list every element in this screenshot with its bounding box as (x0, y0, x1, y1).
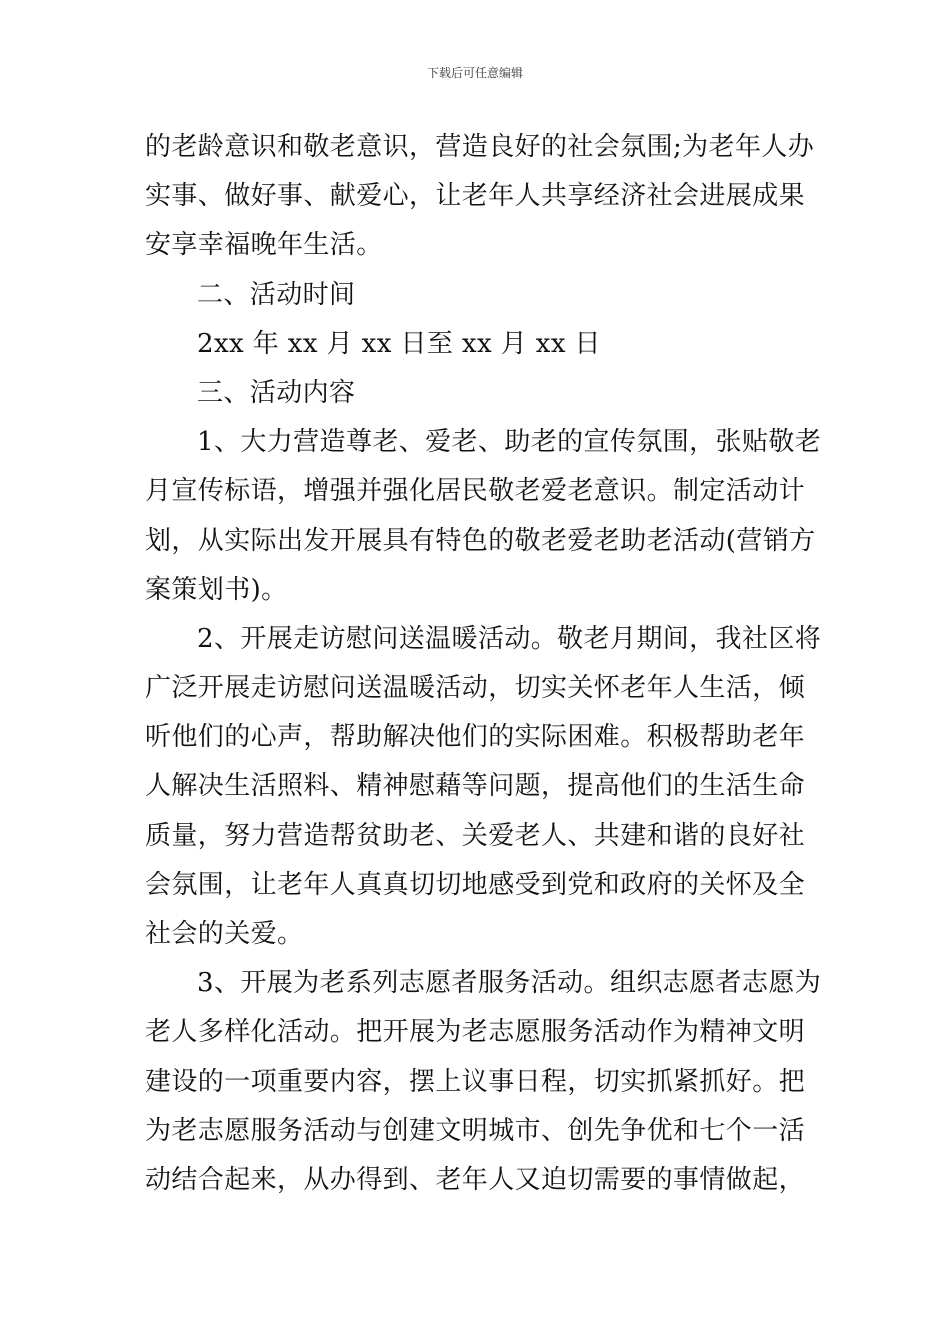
item-1-line: 月宣传标语，增强并强化居民敬老爱老意识。制定活动计 (145, 476, 806, 507)
item-1-line: 案策划书)。 (145, 574, 288, 605)
page-header-note: 下载后可任意编辑 (426, 66, 523, 80)
section-heading-time: 二、活动时间 (197, 279, 356, 310)
section-heading-content: 三、活动内容 (197, 377, 356, 408)
item-2-line: 广泛开展走访慰问送温暖活动，切实关怀老年人生活，倾 (145, 673, 806, 704)
document-body (145, 123, 822, 1205)
item-2-line: 质量，努力营造帮贫助老、关爱老人、共建和谐的良好社 (145, 820, 806, 851)
item-2-line: 社会的关爱。 (145, 919, 304, 949)
item-3-line: 动结合起来，从办得到、老年人又迫切需要的事情做起， (145, 1164, 806, 1195)
item-3-line: 为老志愿服务活动与创建文明城市、创先争优和七个一活 (145, 1115, 806, 1146)
item-2-line: 会氛围，让老年人真真切切地感受到党和政府的关怀及全 (145, 869, 806, 900)
item-1-line: 1、大力营造尊老、爱老、助老的宣传氛围，张贴敬老 (197, 427, 822, 458)
body-line: 实事、做好事、献爱心，让老年人共享经济社会进展成果 (145, 181, 806, 212)
item-3-line: 建设的一项重要内容，摆上议事日程，切实抓紧抓好。把 (145, 1066, 806, 1097)
body-line: 安享幸福晚年生活。 (145, 230, 383, 261)
item-1-line: 划，从实际出发开展具有特色的敬老爱老助老活动(营销方 (145, 525, 816, 556)
item-3-line: 老人多样化活动。把开展为老志愿服务活动作为精神文明 (145, 1017, 806, 1048)
item-2-line: 听他们的心声，帮助解决他们的实际困难。积极帮助老年 (145, 722, 806, 753)
item-3-line: 3、开展为老系列志愿者服务活动。组织志愿者志愿为 (197, 968, 822, 999)
activity-date-range: 2xx 年 xx 月 xx 日至 xx 月 xx 日 (197, 328, 601, 359)
body-line: 的老龄意识和敬老意识，营造良好的社会氛围;为老年人办 (145, 132, 815, 162)
item-2-line: 2、开展走访慰问送温暖活动。敬老月期间，我社区将 (197, 623, 822, 654)
item-2-line: 人解决生活照料、精神慰藉等问题，提高他们的生活生命 (145, 771, 806, 802)
